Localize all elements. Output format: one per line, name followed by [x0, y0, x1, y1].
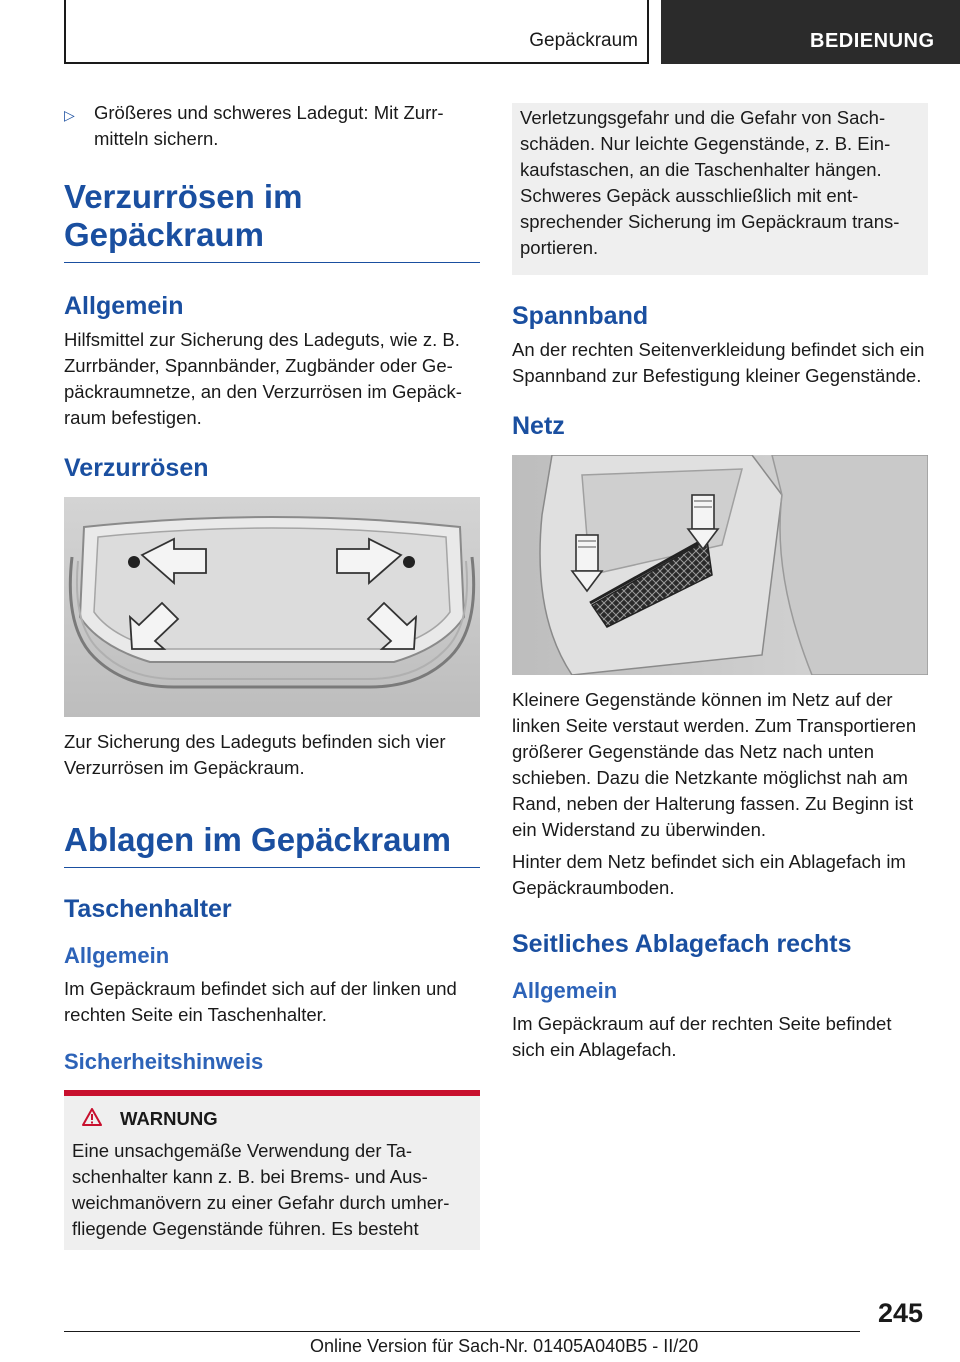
bullet-text: Größeres und schweres Ladegut: Mit Zurrmitteln sichern.	[94, 102, 444, 149]
chapter-heading-ablagen: Ablagen im Gepäckraum	[64, 821, 480, 868]
paragraph-ablagefach: Im Gepäckraum auf der rechten Seite befindet sich ein Ablagefach.	[512, 1013, 892, 1060]
warning-header	[72, 1106, 472, 1132]
warning-box	[64, 1090, 480, 1250]
heading-allgemein-2: Allgemein	[64, 943, 170, 968]
heading-taschenhalter: Taschenhalter	[64, 895, 232, 923]
trunk-lashing-eyes-image	[64, 497, 480, 717]
chapter-heading-verzurroesen: Verzurrösen im Gepäckraum	[64, 178, 480, 263]
warning-box-continued: Verletzungsgefahr und die Gefahr von Sachschäden. Nur leichte Gegenstände, z. B. Einkaufstaschen, an die Taschenhalter hängen. Schweres Gepäck ausschließlich mit entsprechender Sicherung im Gepäckraum transportieren.	[512, 103, 928, 275]
paragraph-taschenhalter: Im Gepäckraum befindet sich auf der linken und rechten Seite ein Taschenhalter.	[64, 978, 457, 1025]
heading-spannband: Spannband	[512, 302, 649, 330]
heading-sicherheitshinweis: Sicherheitshinweis	[64, 1049, 264, 1074]
heading-allgemein-3: Allgemein	[512, 978, 618, 1003]
heading-verzurroesen: Verzurrösen	[64, 454, 209, 482]
bullet-item	[64, 100, 480, 152]
header-chapter-tab: BEDIENUNG	[661, 0, 960, 64]
warning-triangle-icon	[82, 1108, 102, 1131]
caption-verzurroesen: Zur Sicherung des Ladeguts befinden sich vier Verzurrösen im Gepäckraum.	[64, 731, 446, 778]
heading-netz: Netz	[512, 412, 565, 440]
paragraph-spannband: An der rechten Seitenverkleidung befindet sich ein Spannband zur Befestigung kleiner Gegenstände.	[512, 339, 925, 386]
footer-online-version: Online Version für Sach-Nr. 01405A040B5 - II/20	[310, 1336, 699, 1356]
trunk-net-image	[512, 455, 928, 675]
heading-allgemein: Allgemein	[64, 292, 184, 320]
warning-text: Eine unsachgemäße Verwendung der Taschenhalter kann z. B. bei Brems- und Ausweichmanövern zu einer Gefahr durch umherfliegende Gegenstände führen. Es besteht	[72, 1140, 450, 1239]
heading-seitliches-ablagefach: Seitliches Ablagefach rechts	[512, 930, 852, 958]
paragraph-netz-2: Hinter dem Netz befindet sich ein Ablagefach im Gepäckraumboden.	[512, 851, 906, 898]
paragraph-allgemein: Hilfsmittel zur Sicherung des Ladeguts, wie z. B. Zurrbänder, Spannbänder, Zugbänder oder Gepäckraumnetze, an den Verzurrösen im Gepäckraum befestigen.	[64, 329, 462, 428]
footer-divider	[64, 1331, 860, 1332]
header-section-title: Gepäckraum	[529, 30, 638, 51]
triangle-bullet-icon: ▷	[64, 107, 75, 123]
header-frame	[64, 0, 649, 64]
left-column	[64, 100, 480, 1250]
page-number: 245	[878, 1298, 924, 1328]
warning-title: WARNUNG	[120, 1108, 218, 1129]
right-column	[512, 103, 928, 1069]
paragraph-netz-1: Kleinere Gegenstände können im Netz auf der linken Seite verstaut werden. Zum Transportieren größerer Gegenstände das Netz nach unten schieben. Dazu die Netzkante möglichst nah am Rand, neben der Halterung fassen. Zu Beginn ist ein Widerstand zu überwinden.	[512, 689, 917, 840]
